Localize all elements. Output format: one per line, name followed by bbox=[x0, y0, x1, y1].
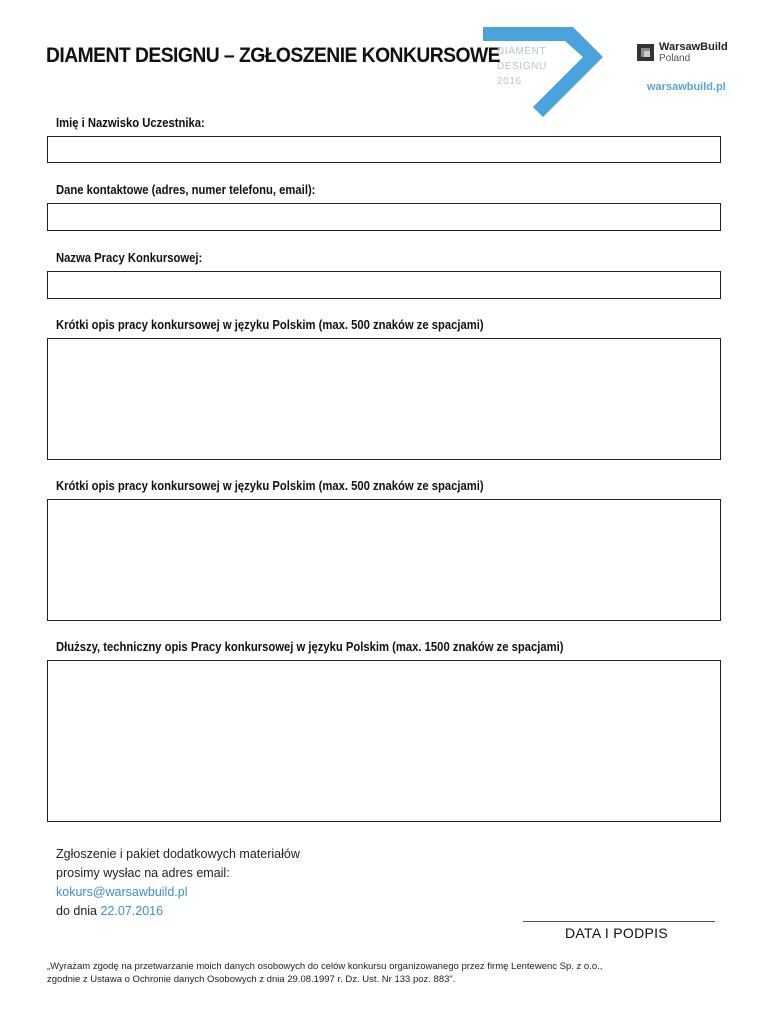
field-label-short-description-1: Krótki opis pracy konkursowej w języku Polskim (max. 500 znaków ze spacjami) bbox=[56, 318, 484, 332]
field-label-contact: Dane kontaktowe (adres, numer telefonu, email): bbox=[56, 183, 316, 197]
badge-line-1: DIAMENT bbox=[497, 46, 547, 57]
logo-url[interactable]: warsawbuild.pl bbox=[647, 81, 726, 93]
signature-line[interactable] bbox=[523, 921, 715, 922]
signature-label: DATA I PODPIS bbox=[565, 925, 668, 941]
technical-description-field[interactable] bbox=[47, 660, 721, 822]
instructions-line-2: prosimy wysłac na adres email: bbox=[56, 866, 230, 880]
short-description-field-2[interactable] bbox=[47, 499, 721, 621]
instructions-line-1: Zgłoszenie i pakiet dodatkowych materiałów bbox=[56, 847, 300, 861]
deadline-date: 22.07.2016 bbox=[100, 904, 164, 918]
deadline-prefix: do dnia bbox=[56, 904, 101, 918]
consent-statement bbox=[47, 960, 602, 986]
consent-line-1: „Wyrażam zgodę na przetwarzanie moich danych osobowych do celów konkursu organizowanego przez firmę Lentewenc Sp. z o.o., bbox=[47, 961, 603, 972]
deadline-line bbox=[56, 902, 300, 921]
logo-name: WarsawBuild bbox=[659, 41, 728, 53]
consent-line-2: zgodnie z Ustawa o Ochronie danych Osobowych z dnia 29.08.1997 r. Dz. Ust. Nr 133 poz. 883". bbox=[47, 974, 456, 985]
badge-line-3: 2016 bbox=[497, 76, 522, 87]
logo-country: Poland bbox=[659, 53, 691, 64]
diament-designu-badge-icon bbox=[483, 27, 603, 117]
participant-name-field[interactable] bbox=[47, 136, 721, 163]
field-label-long-description: Dłuższy, techniczny opis Pracy konkursowej w języku Polskim (max. 1500 znaków ze spacjami) bbox=[56, 640, 564, 654]
email-link[interactable]: kokurs@warsawbuild.pl bbox=[56, 885, 188, 899]
contact-details-field[interactable] bbox=[47, 203, 721, 231]
work-name-field[interactable] bbox=[47, 271, 721, 299]
field-label-name: Imię i Nazwisko Uczestnika: bbox=[56, 116, 205, 130]
form-title: DIAMENT DESIGNU – ZGŁOSZENIE KONKURSOWE bbox=[46, 44, 500, 67]
badge-line-2: DESIGNU bbox=[497, 61, 547, 72]
warsawbuild-logo-icon bbox=[637, 44, 654, 61]
short-description-field-1[interactable] bbox=[47, 338, 721, 460]
submission-instructions bbox=[56, 845, 300, 921]
field-label-short-description-2: Krótki opis pracy konkursowej w języku Polskim (max. 500 znaków ze spacjami) bbox=[56, 479, 484, 493]
field-label-work-name: Nazwa Pracy Konkursowej: bbox=[56, 251, 203, 265]
